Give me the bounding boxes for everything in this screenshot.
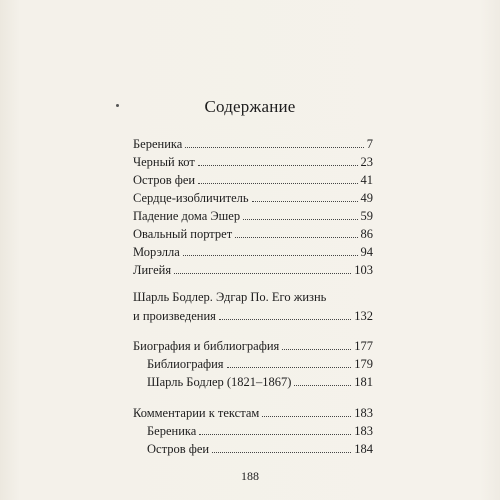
toc-entry-label: Береника bbox=[133, 137, 183, 151]
toc-subentry bbox=[133, 422, 373, 438]
toc-essay-line-1: Шарль Бодлер. Эдгар По. Его жизнь bbox=[133, 290, 327, 304]
toc-entry-page: 103 bbox=[354, 263, 373, 277]
toc-entry-page: 179 bbox=[354, 357, 373, 371]
page-title: Содержание bbox=[204, 97, 296, 116]
leader-dots bbox=[198, 182, 357, 184]
toc-entry-page: 177 bbox=[354, 339, 373, 353]
toc-entry bbox=[133, 153, 373, 169]
toc-entry-label: Морэлла bbox=[133, 245, 180, 259]
leader-dots bbox=[227, 366, 352, 368]
toc-entry-page: 59 bbox=[360, 209, 373, 223]
toc-entry-label: Биография и библиография bbox=[133, 339, 280, 353]
leader-dots bbox=[252, 200, 358, 202]
page-number: 188 bbox=[241, 469, 259, 483]
toc-entry-label: Береника bbox=[147, 424, 197, 438]
toc-entry-label: Остров феи bbox=[147, 442, 210, 456]
toc-entry bbox=[133, 171, 373, 187]
leader-dots bbox=[219, 318, 351, 320]
toc-entry-label: Шарль Бодлер (1821–1867) bbox=[147, 375, 292, 389]
toc-entry-page: 23 bbox=[360, 155, 373, 169]
leader-dots bbox=[198, 164, 358, 166]
leader-dots bbox=[235, 236, 357, 238]
toc-entry-label: Овальный портрет bbox=[133, 227, 233, 241]
toc-entry-page: 7 bbox=[366, 137, 373, 151]
toc-entry-label: Черный кот bbox=[133, 155, 195, 169]
leader-dots bbox=[199, 433, 351, 435]
toc-entry-label: Библиография bbox=[147, 357, 224, 371]
toc-entry-label: и произведения bbox=[133, 309, 216, 323]
toc-subentry bbox=[133, 440, 373, 456]
toc-entry-page: 86 bbox=[360, 227, 373, 241]
toc-entry bbox=[133, 135, 373, 151]
toc-entry bbox=[133, 243, 373, 259]
toc-entry-page: 181 bbox=[354, 375, 373, 389]
toc-entry bbox=[133, 337, 373, 353]
toc-entry bbox=[133, 225, 373, 241]
toc-entry-label: Падение дома Эшер bbox=[133, 209, 241, 223]
toc-entry-page: 49 bbox=[360, 191, 373, 205]
leader-dots bbox=[294, 384, 351, 386]
toc-entry-label: Остров феи bbox=[133, 173, 196, 187]
leader-dots bbox=[185, 146, 363, 148]
toc-entry-page: 94 bbox=[360, 245, 373, 259]
leader-dots bbox=[262, 415, 351, 417]
leader-dots bbox=[174, 272, 351, 274]
toc-entry bbox=[133, 207, 373, 223]
toc-essay-entry bbox=[133, 307, 373, 323]
toc-entry-label: Сердце-изобличитель bbox=[133, 191, 249, 205]
toc-entry-page: 132 bbox=[354, 309, 373, 323]
toc-entry-page: 183 bbox=[354, 424, 373, 438]
toc-entry bbox=[133, 261, 373, 277]
leader-dots bbox=[183, 254, 358, 256]
toc-entry-page: 41 bbox=[360, 173, 373, 187]
toc-subentry bbox=[133, 373, 373, 389]
toc-entry-page: 183 bbox=[354, 406, 373, 420]
leader-dots bbox=[212, 451, 351, 453]
toc-entry bbox=[133, 404, 373, 420]
toc-entry-label: Комментарии к текстам bbox=[133, 406, 260, 420]
toc-entry bbox=[133, 189, 373, 205]
toc-subentry bbox=[133, 355, 373, 371]
leader-dots bbox=[243, 218, 357, 220]
leader-dots bbox=[282, 348, 351, 350]
toc-entry-label: Лигейя bbox=[133, 263, 172, 277]
toc-entry-page: 184 bbox=[354, 442, 373, 456]
